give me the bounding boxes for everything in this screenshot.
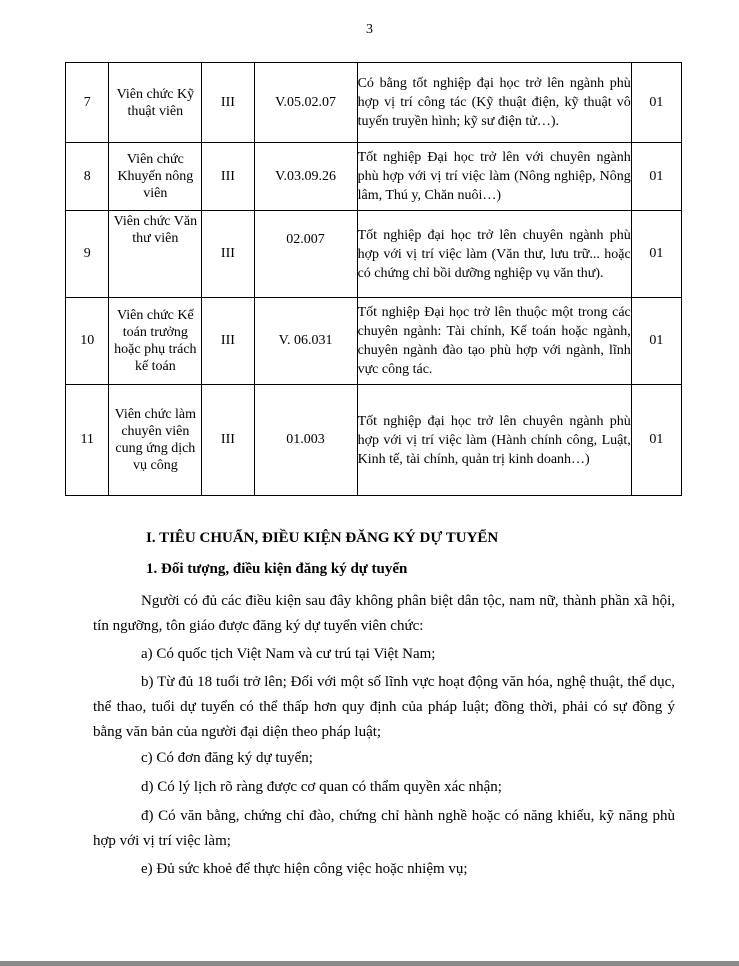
position-name: Viên chức Văn thư viên <box>109 211 202 298</box>
requirement: Tốt nghiệp đại học trở lên chuyên ngành phù hợp với vị trí việc làm (Văn thư, lưu trữ... hoặc có chứng chỉ bồi dưỡng nghiệp vụ văn thư). <box>357 211 631 298</box>
position-code: V.05.02.07 <box>254 63 357 143</box>
positions-table <box>65 62 682 496</box>
row-number: 9 <box>66 211 109 298</box>
requirement: Có bằng tốt nghiệp đại học trở lên ngành phù hợp vị trí công tác (Kỹ thuật điện, kỹ thuật vô tuyến truyền hình; kỹ sư điện tử…). <box>357 63 631 143</box>
table-row <box>66 143 682 211</box>
section-title: I. TIÊU CHUẨN, ĐIỀU KIỆN ĐĂNG KÝ DỰ TUYỂN <box>146 530 499 546</box>
table-row <box>66 63 682 143</box>
intro-paragraph: Người có đủ các điều kiện sau đây không phân biệt dân tộc, nam nữ, thành phần xã hội, tín ngưỡng, tôn giáo được đăng ký dự tuyển viên chức: <box>93 593 675 634</box>
quantity: 01 <box>631 385 681 496</box>
table-row <box>66 385 682 496</box>
rank: III <box>202 298 254 385</box>
requirement: Tốt nghiệp đại học trở lên chuyên ngành phù hợp với vị trí việc làm (Hành chính công, Luật, Kinh tế, tài chính, quản trị kinh doanh…) <box>357 385 631 496</box>
quantity: 01 <box>631 298 681 385</box>
condition-item-c: c) Có đơn đăng ký dự tuyển; <box>141 750 313 766</box>
row-number: 10 <box>66 298 109 385</box>
quantity: 01 <box>631 63 681 143</box>
condition-item-e: e) Đủ sức khoẻ để thực hiện công việc hoặc nhiệm vụ; <box>141 861 468 877</box>
rank: III <box>202 63 254 143</box>
position-code: 02.007 <box>254 211 357 298</box>
position-name: Viên chức Kỹ thuật viên <box>109 63 202 143</box>
quantity: 01 <box>631 211 681 298</box>
condition-item-dd: đ) Có văn bằng, chứng chỉ đào, chứng chỉ hành nghề hoặc có năng khiếu, kỹ năng phù hợp với vị trí việc làm; <box>93 808 675 849</box>
position-name: Viên chức làm chuyên viên cung ứng dịch vụ công <box>109 385 202 496</box>
condition-item-d: d) Có lý lịch rõ ràng được cơ quan có thẩm quyền xác nhận; <box>141 779 502 795</box>
rank: III <box>202 211 254 298</box>
condition-item-a: a) Có quốc tịch Việt Nam và cư trú tại Việt Nam; <box>141 646 436 662</box>
table-row <box>66 211 682 298</box>
quantity: 01 <box>631 143 681 211</box>
position-name: Viên chức Kế toán trưởng hoặc phụ trách kế toán <box>109 298 202 385</box>
row-number: 8 <box>66 143 109 211</box>
row-number: 11 <box>66 385 109 496</box>
table-row <box>66 298 682 385</box>
position-code: V.03.09.26 <box>254 143 357 211</box>
subsection-title: 1. Đối tượng, điều kiện đăng ký dự tuyển <box>146 561 408 577</box>
page-number: 3 <box>366 22 373 37</box>
page-bottom-edge <box>0 961 739 966</box>
rank: III <box>202 385 254 496</box>
position-name: Viên chức Khuyến nông viên <box>109 143 202 211</box>
row-number: 7 <box>66 63 109 143</box>
position-code: V. 06.031 <box>254 298 357 385</box>
position-code: 01.003 <box>254 385 357 496</box>
requirement: Tốt nghiệp Đại học trở lên thuộc một trong các chuyên ngành: Tài chính, Kế toán hoặc ngành, chuyên ngành đào tạo phù hợp với ngành, lĩnh vực công tác. <box>357 298 631 385</box>
rank: III <box>202 143 254 211</box>
requirement: Tốt nghiệp Đại học trở lên với chuyên ngành phù hợp với vị trí việc làm (Nông nghiệp, Nông lâm, Thú y, Chăn nuôi…) <box>357 143 631 211</box>
condition-item-b: b) Từ đủ 18 tuổi trở lên; Đối với một số lĩnh vực hoạt động văn hóa, nghệ thuật, thể dục, thể thao, tuổi dự tuyển có thể thấp hơn quy định của pháp luật; đồng thời, phải có sự đồng ý bằng văn bản của người đại diện theo pháp luật; <box>93 674 675 740</box>
